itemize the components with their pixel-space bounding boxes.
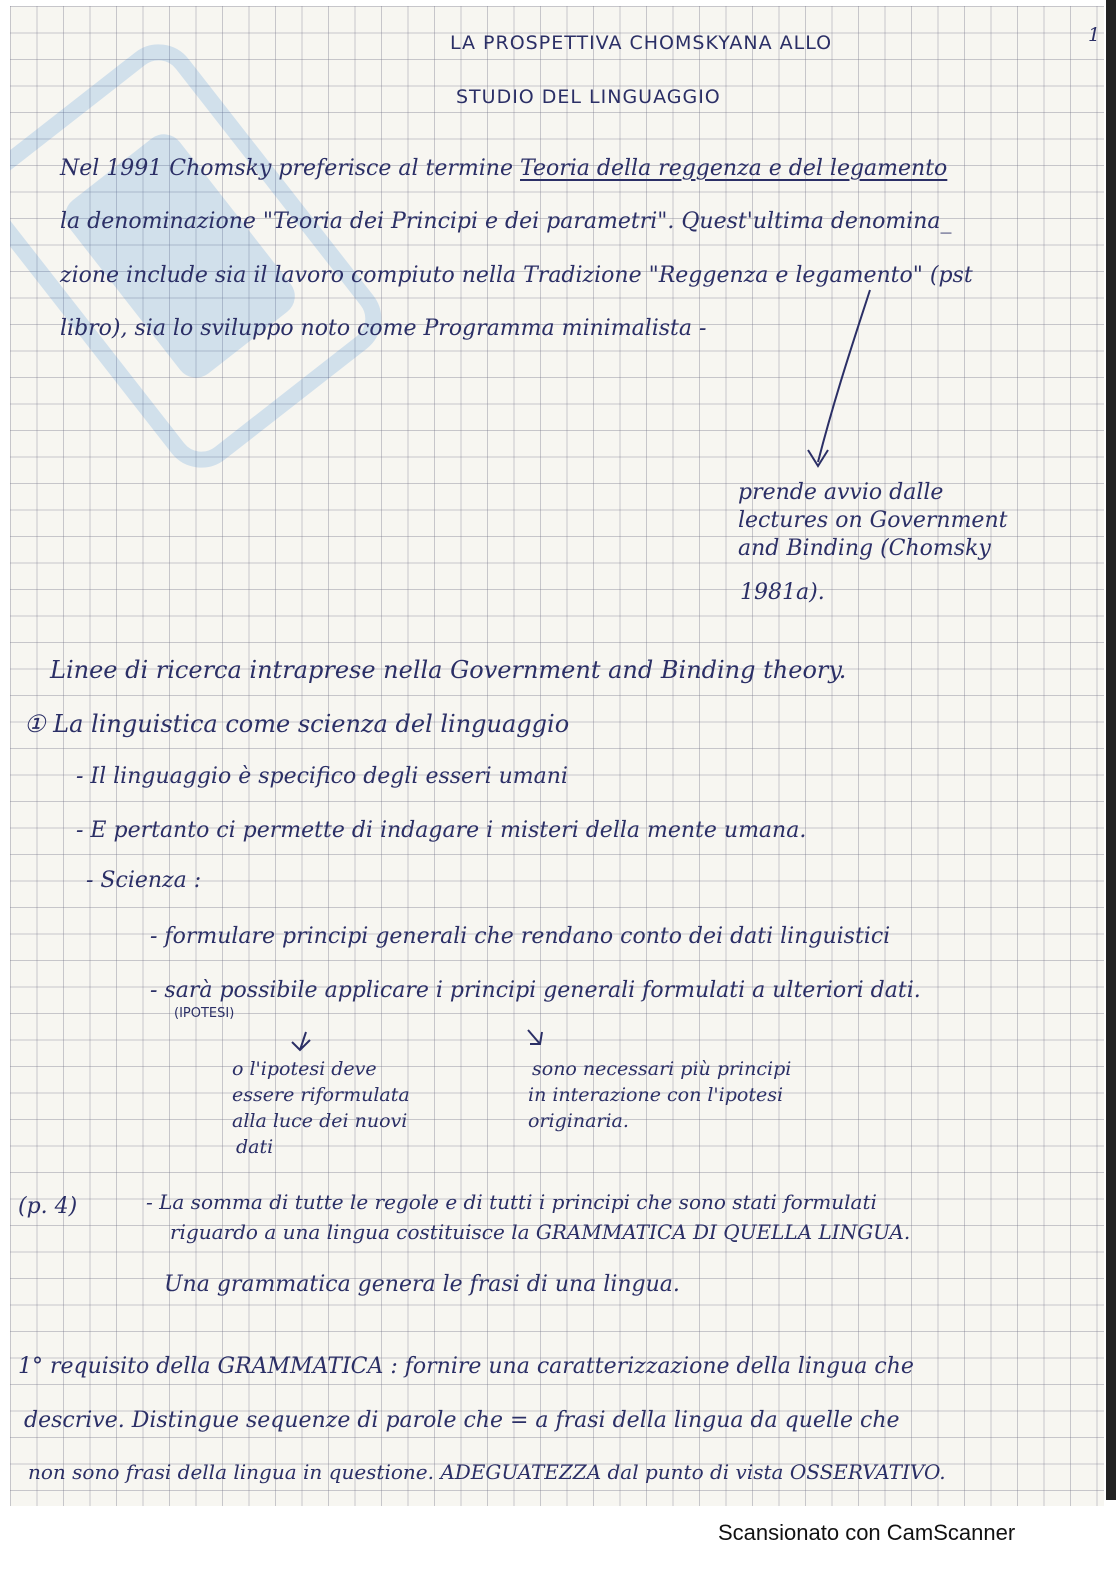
point-1-sub-2: - sarà possibile applicare i principi generali formulati a ulteriori dati. (150, 978, 921, 1003)
side-note-line-4: 1981a). (740, 580, 825, 605)
branch-right-line-1: sono necessari più principi (532, 1058, 792, 1080)
point-1-dash-2: - E pertanto ci permette di indagare i misteri della mente umana. (76, 818, 807, 843)
branch-right-line-3: originaria. (528, 1110, 629, 1132)
annotation-arrows (10, 6, 1104, 1506)
page-number: 1 (1088, 24, 1101, 46)
grammar-line-3: Una grammatica genera le frasi di una lingua. (164, 1272, 680, 1297)
notebook-binding-edge (1106, 0, 1116, 1500)
side-note-line-2: lectures on Government (738, 508, 1008, 533)
branch-left-line-4: dati (236, 1136, 274, 1158)
intro-line-1-start: Nel 1991 Chomsky preferisce al termine (60, 156, 520, 181)
grammar-line-1: - La somma di tutte le regole e di tutti i principi che sono stati formulati (146, 1190, 877, 1214)
branch-right-line-2: in interazione con l'ipotesi (528, 1084, 784, 1106)
page-reference: (p. 4) (18, 1194, 78, 1219)
grammar-line-2: riguardo a una lingua costituisce la GRAMMATICA DI QUELLA LINGUA. (170, 1220, 911, 1244)
side-note-line-1: prende avvio dalle (738, 480, 944, 505)
arrow-branch-right (528, 1030, 542, 1044)
camscanner-footer: Scansionato con CamScanner (718, 1520, 1016, 1545)
intro-line-4: libro), sia lo sviluppo noto come Programma minimalista - (60, 316, 707, 341)
intro-line-3: zione include sia il lavoro compiuto nella Tradizione "Reggenza e legamento" (pst (60, 263, 973, 288)
intro-line-2: la denominazione "Teoria dei Principi e dei parametri". Quest'ultima denomina_ (60, 209, 952, 234)
requisite-line-2: descrive. Distingue sequenze di parole che = a frasi della lingua da quelle che (24, 1408, 900, 1433)
requisite-line-3: non sono frasi della lingua in questione. ADEGUATEZZA dal punto di vista OSSERVATIVO. (28, 1460, 946, 1484)
arrow-head-side-note (808, 450, 828, 466)
notebook-page (10, 6, 1104, 1506)
point-1-sub-1: - formulare principi generali che rendano conto dei dati linguistici (150, 924, 891, 949)
title-line-1: LA PROSPETTIVA CHOMSKYANA ALLO (450, 32, 833, 54)
research-heading: Linee di ricerca intraprese nella Government and Binding theory. (50, 656, 847, 684)
branch-left-line-1: o l'ipotesi deve (232, 1058, 377, 1080)
requisite-line-1: 1° requisito della GRAMMATICA : fornire una caratterizzazione della lingua che (18, 1354, 914, 1379)
point-1-dash-3: - Scienza : (86, 868, 202, 893)
arrow-to-side-note (818, 290, 870, 462)
arrow-branch-left (292, 1032, 310, 1050)
point-1-dash-1: - Il linguaggio è specifico degli esseri umani (76, 764, 568, 789)
branch-left-line-2: essere riformulata (232, 1084, 410, 1106)
side-note-line-3: and Binding (Chomsky (738, 536, 991, 561)
intro-underlined-term: Teoria della reggenza e del legamento (520, 156, 948, 181)
branch-left-line-3: alla luce dei nuovi (232, 1110, 408, 1132)
ipotesi-label: (IPOTESI) (174, 1006, 235, 1021)
point-1-heading: ① La linguistica come scienza del linguaggio (24, 710, 570, 738)
title-line-2: STUDIO DEL LINGUAGGIO (456, 86, 721, 108)
